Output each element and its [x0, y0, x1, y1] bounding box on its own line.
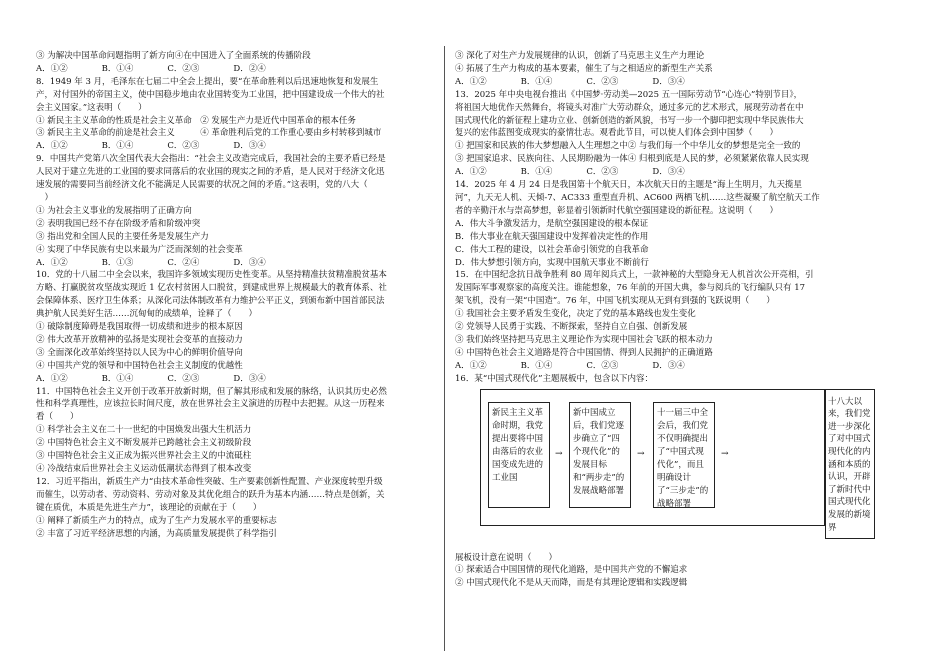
left-text-line: 方略、打赢脱贫攻坚战实现近 1 亿农村贫困人口脱贫，到建成世界上规模最大的教育体系、社 — [36, 283, 387, 294]
left-text-line: ② 中国特色社会主义不断发展并已跨越社会主义初级阶段 — [36, 438, 252, 449]
left-text-line: 8．1949 年 3 月，毛泽东在七届二中全会上提出，要“在革命胜利以后迅速地恢复和发展生 — [36, 76, 379, 87]
left-text-line: 典护航人民美好生活……沉甸甸的成绩单，诠释了（ ） — [36, 309, 258, 320]
right-text-line: 发国际军事观察家的高度关注。谁能想象，76 年前的开国大典，参与阅兵的飞行编队只有 17 — [455, 283, 806, 294]
flow-box-3: 十一届三中全会后，我们党不仅明确提出了“中国式现代化”，而且明确设计了“三步走”的战略部署 — [653, 402, 715, 508]
left-text-line: A．①② B．①④ C．②③ D．③④ — [36, 141, 266, 152]
right-text-line: B．伟大事业在航天强国建设中发挥着决定性的作用 — [455, 231, 649, 242]
left-text-line: 10．党的十八届二中全会以来，我国许多领域实现历史性变革。从坚持精准扶贫精准脱贫基本 — [36, 270, 387, 281]
right-column — [455, 50, 875, 590]
right-text-line: A．伟大斗争激发活力，是航空强国建设的根本保证 — [455, 218, 649, 229]
right-text-line: A．①② B．①④ C．②③ D．③④ — [455, 76, 685, 87]
flow-box-2: 新中国成立后，我们党逐步确立了“四个现代化”的发展目标和“两步走”的发展战略部署 — [569, 402, 631, 508]
right-text-line: ③ 深化了对生产力发展规律的认识，创新了马克思主义生产力理论 — [455, 51, 705, 61]
right-text-line: ④ 拓展了生产力构成的基本要素，催生了与之相适应的新型生产关系 — [455, 63, 713, 74]
left-text-line: ③ 指出党和全国人民的主要任务是发展生产力 — [36, 231, 209, 242]
right-text-line: ① 我国社会主要矛盾发生变化，决定了党的基本路线也发生变化 — [455, 309, 696, 320]
left-text-line: ③ 为解决中国革命问题指明了新方向④在中国进入了全面系统的传播阶段 — [36, 51, 311, 61]
left-text-line: ① 为社会主义事业的发展指明了正确方向 — [36, 205, 192, 216]
left-text-line: A．①② B．①④ C．②③ D．②④ — [36, 63, 266, 74]
left-text-line: ② 表明我国已经不存在阶级矛盾和阶级冲突 — [36, 218, 201, 229]
right-text-line: 国式现代化的新征程上建功立业、创新创造的新风貌，书写一步一个脚印把实现中华民族伟大 — [455, 115, 804, 126]
left-text-line: 产，对付国外的帝国主义，使中国稳步地由农业国转变为工业国，把中国建设成一个伟大的社 — [36, 89, 385, 100]
left-text-line: ） — [36, 192, 54, 203]
left-text-line: ④ 实现了中华民族有史以来最为广泛而深刻的社会变革 — [36, 244, 243, 255]
left-text-line: 会主义国家。”这表明（ ） — [36, 102, 147, 113]
left-text-line: 11．中国特色社会主义开创于改革开放新时期，但了解其形成和发展的脉络，认识其历史必然 — [36, 386, 387, 397]
left-text-line: A．①② B．①③ C．②④ D．③④ — [36, 257, 266, 268]
left-text-line: 性和科学真理性，应该拉长时间尺度，放在世界社会主义演进的历程中去把握。从这一历程来 — [36, 399, 385, 410]
right-text-line: 16．某“中国式现代化”主题展板中，包含以下内容： — [455, 373, 654, 384]
flow-box-1: 新民主主义革命时期，我党提出要将中国由落后的农业国变成先进的工业国 — [488, 402, 550, 508]
left-text-line: ③ 全面深化改革始终坚持以人民为中心的鲜明价值导向 — [36, 347, 243, 358]
column-divider — [444, 46, 445, 651]
right-text-line: ① 把国家和民族的伟大梦想融入人生理想之中② 与我们每一个中华儿女的梦想是完全一致的 — [455, 141, 801, 152]
left-text-line: ① 阐释了新质生产力的特点，成为了生产力发展水平的重要标志 — [36, 515, 277, 526]
flow-box-4: 十八大以来，我们党进一步深化了对中国式现代化的内涵和本质的认识，开辟了新时代中国式现代化发展的新境界 — [825, 389, 875, 539]
right-text-line: C．伟大工程的建设，以社会革命引领党的自我革命 — [455, 244, 649, 255]
right-text-line: ② 党领导人民勇于实践、不断探索，坚持自立自强、创新发展 — [455, 322, 688, 333]
left-text-line: 12．习近平指出，新质生产力“由技术革命性突破、生产要素创新性配置、产业深度转型升级 — [36, 476, 383, 487]
right-text-line: 13．2025 年中央电视台推出《中国梦·劳动美—2025 五一国际劳动节“心连心”特别节目》， — [455, 89, 803, 100]
right-text-line: A．①② B．①④ C．②③ D．③④ — [455, 167, 685, 178]
right-text-line: ② 中国式现代化不是从天而降，而是有其理论逻辑和实践逻辑 — [455, 578, 688, 589]
right-column-top — [455, 50, 875, 386]
left-text-line: 速发展的需要同当前经济文化不能满足人民需要的状况之间的矛盾。”这表明，党的八大（ — [36, 180, 368, 191]
right-text-line: ③ 我们始终坚持把马克思主义理论作为实现中国社会飞跃的根本动力 — [455, 334, 713, 345]
right-text-line: 将祖国大地优作天然舞台，将镜头对准广大劳动群众，通过多元的艺术形式，展现劳动者在中 — [455, 102, 804, 113]
left-text-line: ① 破除制度障碍是我国取得一切成绩和进步的根本原因 — [36, 322, 243, 333]
left-text-line: 看（ ） — [36, 412, 79, 423]
right-text-line: D．伟大梦想引领方向，实现中国航天事业不断前行 — [455, 257, 649, 268]
right-text-line: ① 探索适合中国国情的现代化道路，是中国共产党的不懈追求 — [455, 565, 688, 576]
left-text-line: 键在质优，本质是先进生产力”，该理论的贡献在于（ ） — [36, 502, 262, 513]
left-text-line: 会保障体系、医疗卫生体系；从深化司法体制改革有力维护公平正义，到颁布新中国首部民法 — [36, 296, 385, 307]
left-text-line: ① 新民主主义革命的性质是社会主义革命 ② 发展生产力是近代中国革命的根本任务 — [36, 115, 356, 126]
right-text-line: 展板设计意在说明（ ） — [455, 552, 558, 563]
exhibit-diagram — [455, 388, 875, 548]
right-text-line: ④ 中国特色社会主义道路是符合中国国情、得到人民拥护的正确道路 — [455, 347, 713, 358]
left-text-line: 而催生，以劳动者、劳动资料、劳动对象及其优化组合的跃升为基本内涵……特点是创新，关 — [36, 489, 385, 500]
right-text-line: 架飞机，没有一架“中国造”。76 年，中国飞机实现从无到有到强的飞跃说明（ ） — [455, 296, 775, 307]
left-text-line: 9．中国共产党第八次全国代表大会指出：“社会主义改造完成后，我国社会的主要矛盾已经是 — [36, 154, 386, 165]
right-column-bottom — [455, 552, 875, 591]
left-text-line: ① 科学社会主义在二十一世纪的中国焕发出强大生机活力 — [36, 425, 252, 436]
right-text-line: 14．2025 年 4 月 24 日是我国第十个航天日，本次航天日的主题是“海上生明月，九天揽星 — [455, 180, 803, 191]
left-text-line: ③ 新民主主义革命的前途是社会主义 ④ 革命胜利后党的工作重心要由乡村转移到城市 — [36, 128, 382, 139]
left-text-line: ② 伟大改革开放精神的弘扬是实现社会变革的直接动力 — [36, 334, 243, 345]
left-text-line: A．①② B．①④ C．②③ D．③④ — [36, 373, 266, 384]
flow-arrow-2: → — [637, 448, 645, 459]
right-text-line: 河”，九天无人机、天倾-7、AC333 重型直升机、AC600 两栖飞机……这些凝聚了航空航天工作 — [455, 192, 820, 203]
flow-arrow-1: → — [555, 448, 563, 459]
right-text-line: 15．在中国纪念抗日战争胜利 80 周年阅兵式上，一款神秘的大型隐身无人机首次公开亮相，引 — [455, 270, 814, 281]
left-text-line: ② 丰富了习近平经济思想的内涵，为高质量发展提供了科学指引 — [36, 528, 277, 539]
right-text-line: ③ 把国家追求、民族向往、人民期盼融为一体④ 归根到底是人民的梦，必须紧紧依靠人民实现 — [455, 154, 809, 165]
left-column — [36, 50, 434, 540]
left-text-line: ④ 中国共产党的领导和中国特色社会主义制度的优越性 — [36, 360, 243, 371]
right-text-line: 复兴的宏伟蓝图变成现实的豪情壮志。观看此节目，可以使人们体会到中国梦（ ） — [455, 128, 779, 139]
right-text-line: A．①② B．①④ C．②③ D．③④ — [455, 360, 685, 371]
right-text-line: 者的辛勤汗水与崇高梦想，彰显着引领新时代航空强国建设的新征程。这说明（ ） — [455, 205, 779, 216]
left-text-line: 人民对于建立先进的工业国的要求同落后的农业国的现实之间的矛盾，是人民对于经济文化迅 — [36, 167, 385, 178]
left-text-line: ③ 中国特色社会主义正成为振兴世界社会主义的中流砥柱 — [36, 451, 252, 462]
left-text-line: ④ 冷战结束后世界社会主义运动低潮状态得到了根本改变 — [36, 464, 252, 474]
flow-arrow-3: → — [721, 448, 729, 459]
